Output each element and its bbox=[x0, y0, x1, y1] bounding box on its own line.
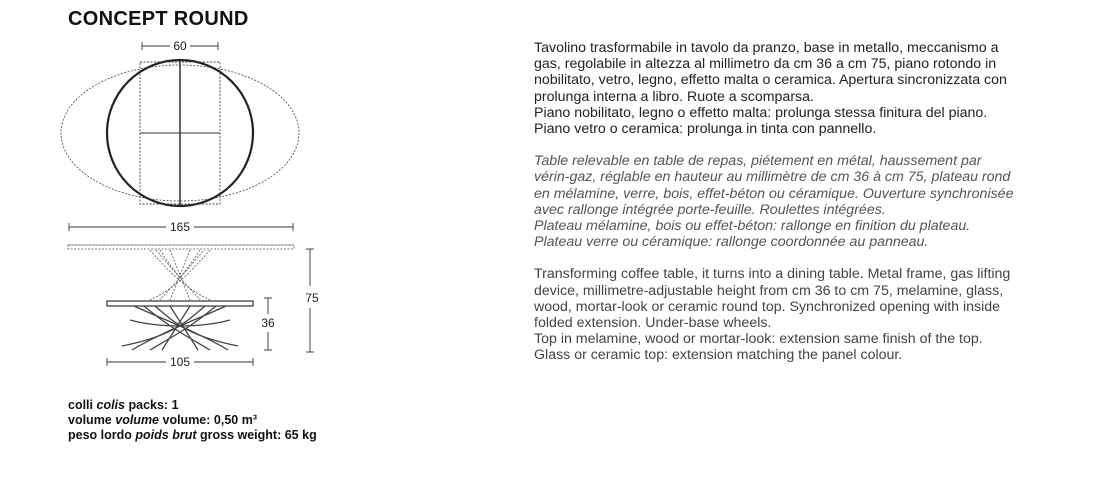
coffee-top bbox=[107, 301, 253, 306]
product-title: CONCEPT ROUND bbox=[68, 8, 249, 30]
spec-volume: volume volume volume: 0,50 m³ bbox=[68, 413, 258, 427]
description-english: Transforming coffee table, it turns into a dining table. Metal frame, gas lifting device, millimetre-adjustable height from cm 36 to cm 75, melamine, glass, wood, mortar-look or ceramic round top. Synchronized opening with inside folded extension. Under-base wheels. Top in melamine, wood or mortar-look: extension same finish of the top. Glass or ceramic top: extension matching the panel colour. bbox=[534, 266, 1011, 364]
dimension-label-75: 75 bbox=[305, 291, 319, 305]
packaging-specs bbox=[68, 398, 317, 443]
product-description bbox=[534, 40, 1054, 364]
dining-top bbox=[68, 245, 294, 249]
spec-weight: peso lordo poids brut gross weight: 65 kg bbox=[68, 428, 317, 442]
dimension-label-60: 60 bbox=[173, 39, 187, 53]
side-view bbox=[68, 245, 294, 350]
raised-legs bbox=[150, 250, 210, 300]
dimension-label-105: 105 bbox=[169, 355, 191, 368]
technical-drawing bbox=[60, 38, 330, 368]
dimension-label-165: 165 bbox=[169, 220, 191, 234]
description-italian: Tavolino trasformabile in tavolo da pranzo, base in metallo, meccanismo a gas, regolabile in altezza al millimetro da cm 36 a cm 75, piano rotondo in nobilitato, vetro, legno, effetto malta o ceramica. Apertura sincronizzata con prolunga interna a libro. Ruote a scomparsa. Piano nobilitato, legno o effetto malta: prolunga stessa finitura del piano. Piano vetro o ceramica: prolunga in tinta con pannello. bbox=[534, 40, 1007, 138]
description-french: Table relevable en table de repas, piétement en métal, haussement par vérin-gaz, réglable en hauteur au millimètre de cm 36 à cm 75, plateau rond en mélamine, verre, bois, effet-béton ou céramique. Ouverture synchronisée avec rallonge intégrée porte-feuille. Roulettes intégrées. Plateau mélamine, bois ou effet-béton: rallonge en finition du plateau. Plateau verre ou céramique: rallonge coordonnée au panneau. bbox=[534, 153, 1014, 251]
dimension-label-36: 36 bbox=[261, 316, 275, 330]
spec-packs: colli colis packs: 1 bbox=[68, 398, 179, 412]
top-view bbox=[61, 60, 299, 206]
lowered-legs bbox=[122, 306, 238, 350]
